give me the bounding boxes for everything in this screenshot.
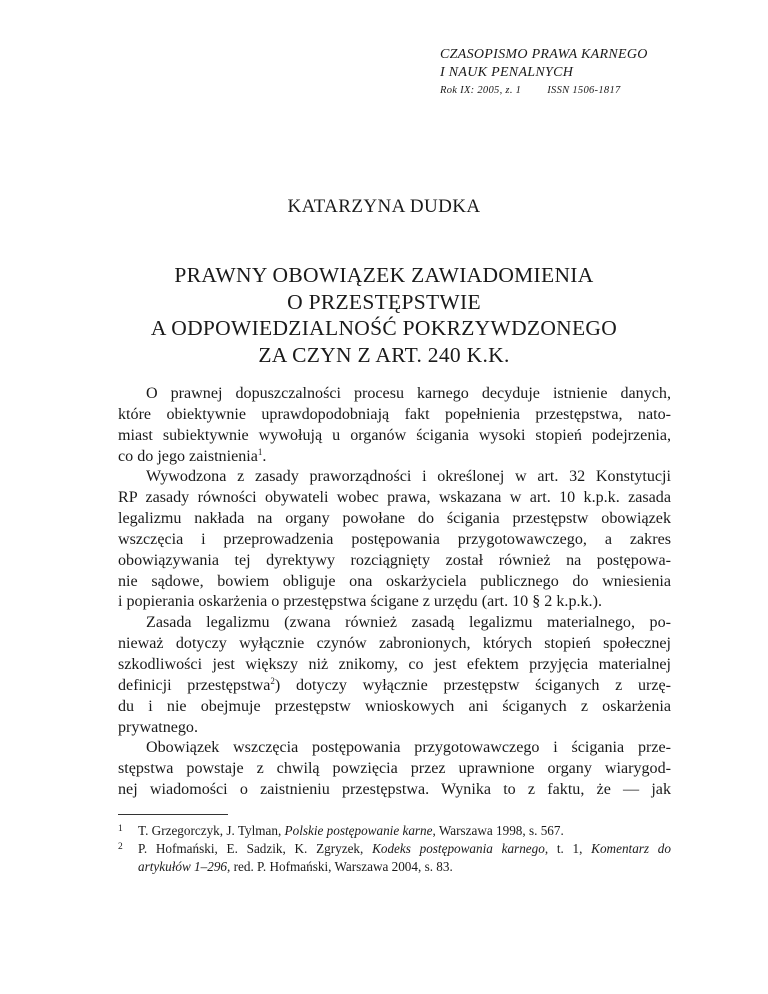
author-name: KATARZYNA DUDKA	[287, 196, 481, 217]
text-line: Zasada legalizmu (zwana również zasadą legalizmu materialnego, po-	[146, 614, 671, 632]
title-line: O PRZESTĘPSTWIE	[287, 289, 481, 314]
footnote-book-title: Polskie postępowanie karne	[284, 823, 433, 838]
footnote-text	[138, 822, 671, 840]
journal-issn: ISSN 1506-1817	[547, 85, 621, 96]
footnote-subtitle: Komentarz do	[591, 841, 671, 856]
text-line: wszczęcia i przeprowadzenia postępowania przygotowawczego, a zakres	[118, 530, 671, 548]
footnote-authors: P. Hofmański, E. Sadzik, K. Zgryzek,	[138, 841, 373, 856]
footnote-ref-2[interactable]: 2	[270, 675, 275, 686]
text-line	[118, 676, 671, 697]
text-line: i popierania oskarżenia o przestępstwa ścigane z urzędu (art. 10 § 2 k.p.k.).	[118, 593, 602, 611]
paragraph-2	[118, 467, 671, 613]
title-line: PRAWNY OBOWIĄZEK ZAWIADOMIENIA	[174, 263, 594, 287]
article-title	[80, 262, 688, 368]
paragraph-3	[118, 613, 671, 738]
footnote-number: 2	[118, 842, 123, 852]
text-fragment: co do jego zaistnienia	[118, 447, 258, 465]
paragraph-4	[118, 738, 671, 801]
text-line: du i nie obejmuje przestępstw wnioskowych ani ściganych z oskarżenia	[118, 697, 671, 715]
text-line	[118, 447, 671, 468]
footnote-2	[118, 840, 671, 876]
footnote-number: 1	[118, 824, 123, 834]
footnote-text	[138, 840, 671, 858]
text-line: O prawnej dopuszczalności procesu karnego decyduje istnienie danych,	[146, 385, 671, 402]
footnote-publication: , red. P. Hofmański, Warszawa 2004, s. 83.	[227, 859, 453, 874]
text-fragment: ) dotyczy wyłącznie przestępstw ściganych z urzę-	[274, 676, 672, 694]
footnote-1	[118, 822, 671, 840]
title-line: ZA CZYN Z ART. 240 K.K.	[258, 342, 510, 367]
journal-header	[440, 46, 740, 98]
text-line: które obiektywnie uprawdopodobniają fakt popełnienia przestępstwa, nato-	[118, 405, 671, 423]
text-line: legalizmu nakłada na organy powołane do ścigania przestępstw obowiązek	[118, 510, 671, 528]
text-line: nej wiadomości o zaistnieniu przestępstwa. Wynika to z faktu, że — jak	[118, 781, 671, 799]
text-line: obowiązywania tej dyrektywy rozciągnięty został również na postępowa-	[118, 551, 671, 569]
text-line: stępstwa powstaje z chwilą powzięcia przez uprawnione organy wiarygod-	[118, 760, 671, 778]
text-fragment: definicji przestępstwa	[118, 676, 271, 694]
footnotes	[118, 822, 671, 876]
article-body	[118, 384, 671, 801]
footnote-text	[138, 858, 671, 876]
text-line: szkodliwości jest większy niż znikomy, co jest efektem przyjęcia materialnej	[118, 655, 671, 673]
journal-meta	[440, 84, 740, 98]
text-line: RP zasady równości obywateli wobec prawa, wskazana w art. 10 k.p.k. zasada	[118, 489, 671, 507]
text-line: Wywodzona z zasady praworządności i określonej w art. 32 Konstytucji	[146, 468, 671, 486]
footnote-book-title: Kodeks postępowania karnego	[372, 841, 545, 856]
journal-issue: Rok IX: 2005, z. 1	[440, 85, 522, 96]
footnote-subtitle: artykułów 1–296	[138, 859, 228, 874]
footnote-divider	[118, 814, 228, 815]
footnote-volume: , t. 1,	[544, 841, 592, 856]
text-line: prywatnego.	[118, 718, 198, 736]
text-fragment: .	[262, 447, 267, 465]
text-line: miast subiektywnie wywołują u organów ścigania wysoki stopień podejrzenia,	[118, 426, 671, 444]
journal-name-line-2: I NAUK PENALNYCH	[440, 65, 574, 80]
text-line: nie sądowe, bowiem obliguje ona oskarżyciela publicznego do wniesienia	[118, 572, 671, 590]
text-line: Obowiązek wszczęcia postępowania przygotowawczego i ścigania prze-	[146, 739, 671, 757]
footnote-ref-1[interactable]: 1	[257, 446, 263, 457]
title-line: A ODPOWIEDZIALNOŚĆ POKRZYWDZONEGO	[150, 316, 618, 340]
journal-name-line-1: CZASOPISMO PRAWA KARNEGO	[440, 47, 648, 62]
footnote-authors: T. Grzegorczyk, J. Tylman,	[138, 823, 285, 838]
footnote-publication: , Warszawa 1998, s. 567.	[432, 823, 564, 838]
text-line: nieważ dotyczy wyłącznie czynów zabronionych, których stopień społecznej	[118, 635, 671, 653]
paragraph-1	[118, 384, 671, 467]
